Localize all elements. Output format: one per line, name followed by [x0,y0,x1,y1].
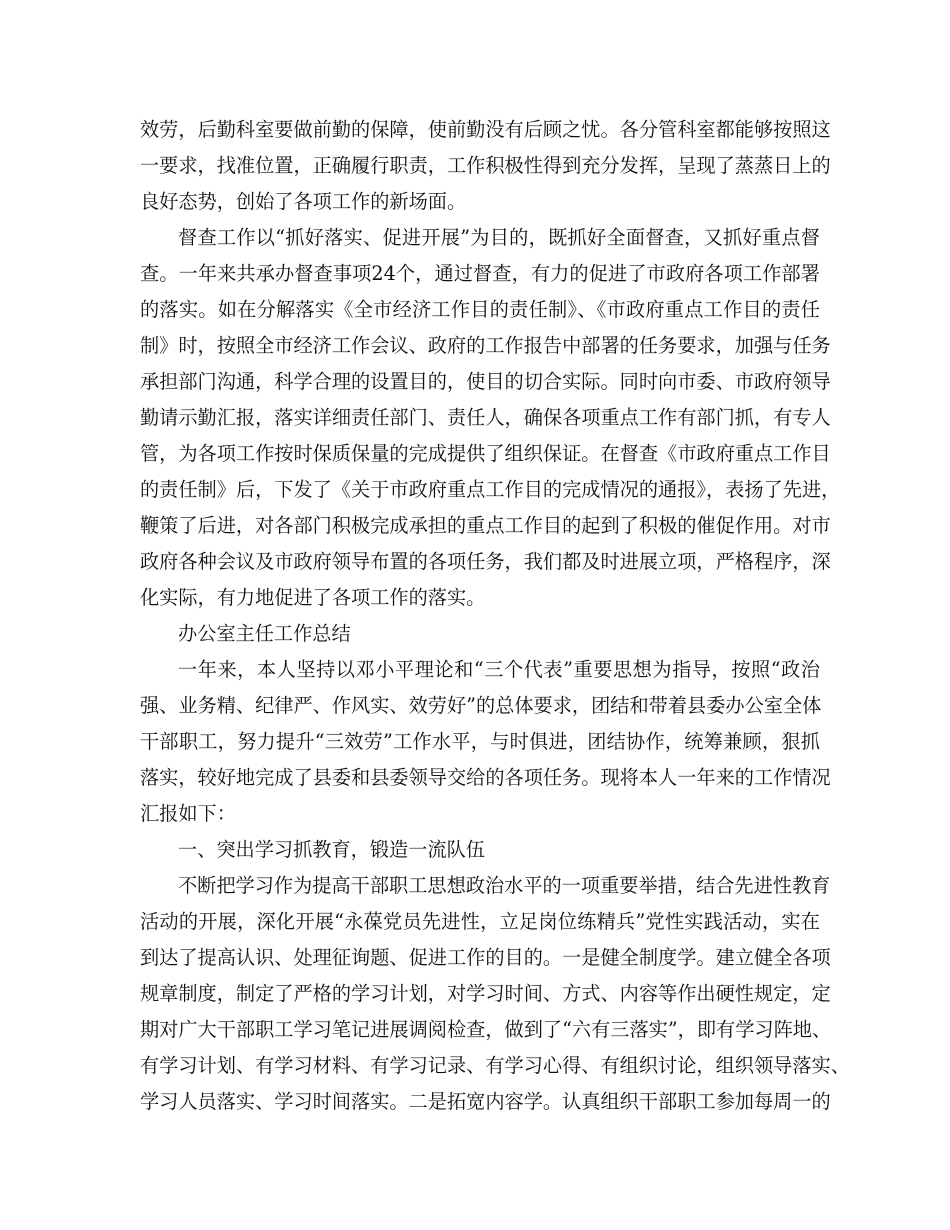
text-line: 学习人员落实、学习时间落实。二是拓宽内容学。认真组织干部职工参加每周一的 [140,1090,831,1113]
text-line: 政府各种会议及市政府领导布置的各项任务，我们都及时进展立项，严格程序，深 [140,550,831,573]
text-line: 良好态势，创始了各项工作的新场面。 [140,190,467,213]
text-line: 鞭策了后进，对各部门积极完成承担的重点工作目的起到了积极的催促作用。对市 [140,514,831,537]
text-line: 勤请示勤汇报，落实详细责任部门、责任人，确保各项重点工作有部门抓，有专人 [140,406,831,429]
document-body [140,112,850,1120]
text-line: 活动的开展，深化开展“永葆党员先进性，立足岗位练精兵”党性实践活动，实在 [140,910,820,933]
text-line: 期对广大干部职工学习笔记进展调阅检查，做到了“六有三落实”，即有学习阵地、 [140,1018,832,1041]
text-line: 制》时，按照全市经济工作会议、政府的工作报告中部署的任务要求，加强与任务 [140,334,831,357]
text-line: 有学习计划、有学习材料、有学习记录、有学习心得、有组织讨论，组织领导落实、 [140,1054,850,1077]
text-line: 化实际，有力地促进了各项工作的落实。 [140,586,486,609]
text-line: 干部职工，努力提升“三效劳”工作水平，与时俱进，团结协作，统筹兼顾，狠抓 [140,730,820,753]
text-line: 不断把学习作为提高干部职工思想政治水平的一项重要举措，结合先进性教育 [178,874,831,897]
text-line: 管，为各项工作按时保质保量的完成提供了组织保证。在督查《市政府重点工作目 [140,442,831,465]
text-line: 规章制度，制定了严格的学习计划，对学习时间、方式、内容等作出硬性规定，定 [140,982,831,1005]
text-line: 一要求，找准位置，正确履行职责，工作积极性得到充分发挥，呈现了蒸蒸日上的 [140,154,831,177]
text-line: 办公室主任工作总结 [178,622,351,645]
text-line: 效劳，后勤科室要做前勤的保障，使前勤没有后顾之忧。各分管科室都能够按照这 [140,118,831,141]
text-line: 一年来，本人坚持以邓小平理论和“三个代表”重要思想为指导，按照“政治 [178,658,820,681]
text-line: 的责任制》后，下发了《关于市政府重点工作目的完成情况的通报》，表扬了先进， [140,478,841,501]
text-line: 督查工作以“抓好落实、促进开展”为目的，既抓好全面督查，又抓好重点督 [178,226,820,249]
text-line: 落实，较好地完成了县委和县委领导交给的各项任务。现将本人一年来的工作情况 [140,766,831,789]
text-line: 到达了提高认识、处理征询题、促进工作的目的。一是健全制度学。建立健全各项 [140,946,831,969]
text-line: 汇报如下： [140,802,236,825]
text-line: 承担部门沟通，科学合理的设置目的，使目的切合实际。同时向市委、市政府领导 [140,370,831,393]
text-line: 一、突出学习抓教育，锻造一流队伍 [178,838,485,861]
text-line: 的落实。如在分解落实《全市经济工作目的责任制》、《市政府重点工作目的责任 [140,298,820,321]
text-line: 强、业务精、纪律严、作风实、效劳好”的总体要求，团结和带着县委办公室全体 [140,694,822,717]
text-line: 查。一年来共承办督查事项24个，通过督查，有力的促进了市政府各项工作部署 [140,262,820,285]
